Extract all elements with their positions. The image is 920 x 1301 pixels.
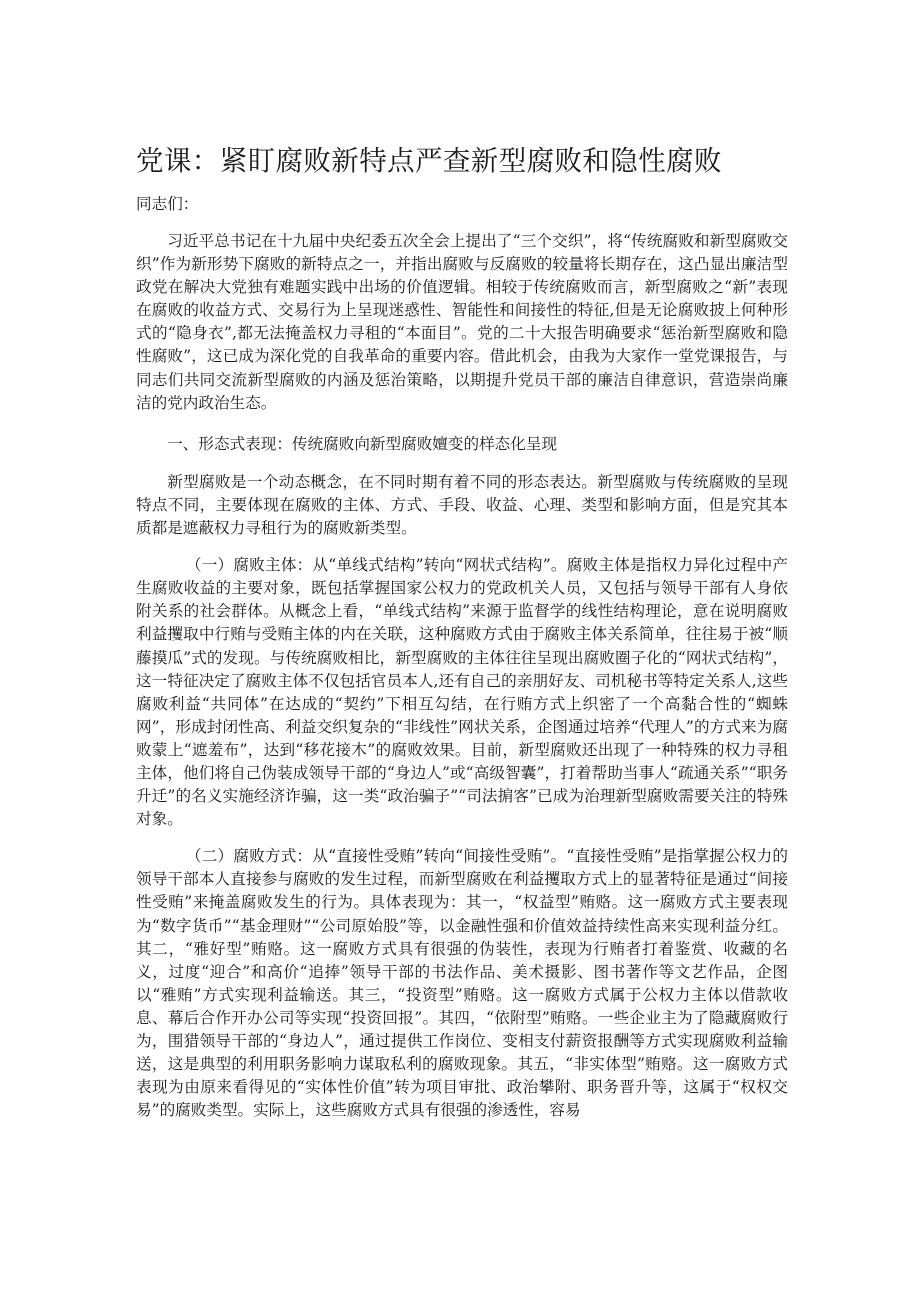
subsection-1-paragraph: （一）腐败主体：从“单线式结构”转向“网状式结构”。腐败主体是指权力异化过程中产生腐败收益的主要对象，既包括掌握国家公权力的党政机关人员，又包括与领导干部有人身依附关系的社会群体。从概念上看，“单线式结构”来源于监督学的线性结构理论，意在说明腐败利益攫取中行贿与受贿主体的内在关联，这种腐败方式由于腐败主体关系简单，往往易于被“顺藤摸瓜”式的发现。与传统腐败相比，新型腐败的主体往往呈现出腐败圈子化的“网状式结构”，这一特征决定了腐败主体不仅包括官员本人,还有自己的亲朋好友、司机秘书等特定关系人,这些腐败利益“共同体”在达成的“契约”下相互勾结，在行贿方式上织密了一个高黏合性的“蜘蛛网”，形成封闭性高、利益交织复杂的“非线性”网状关系，企图通过培养“代理人”的方式来为腐败蒙上“遮羞布”，达到“移花接木”的腐败效果。目前，新型腐败还出现了一种特殊的权力寻租主体，他们将自己伪装成领导干部的“身边人”或“高级智囊”，打着帮助当事人“疏通关系”“职务升迁”的名义实施经济诈骗，这一类“政治骗子”“司法掮客”已成为治理新型腐败需要关注的特殊对象。 [136,556,788,829]
document-page [136,140,788,1122]
subsection-2-paragraph: （二）腐败方式：从“直接性受贿”转向“间接性受贿”。“直接性受贿”是指掌握公权力的领导干部本人直接参与腐败的发生过程，而新型腐败在利益攫取方式上的显著特征是通过“间接性受贿”来掩盖腐败发生的行为。具体表现为：其一，“权益型”贿赂。这一腐败方式主要表现为“数字货币”“基金理财”“公司原始股”等，以金融性强和价值效益持续性高来实现利益分红。其二，“雅好型”贿赂。这一腐败方式具有很强的伪装性，表现为行贿者打着鉴赏、收藏的名义，过度“迎合”和高价“追捧”领导干部的书法作品、美术摄影、图书著作等文艺作品，企图以“雅贿”方式实现利益输送。其三，“投资型”贿赂。这一腐败方式属于公权力主体以借款收息、幕后合作开办公司等实现“投资回报”。其四，“依附型”贿赂。一些企业主为了隐藏腐败行为，围猎领导干部的“身边人”，通过提供工作岗位、变相支付薪资报酬等方式实现腐败利益输送，这是典型的利用职务影响力谋取私利的腐败现象。其五，“非实体型”贿赂。这一腐败方式表现为由原来看得见的“实体性价值”转为项目审批、政治攀附、职务晋升等，这属于“权权交易”的腐败类型。实际上，这些腐败方式具有很强的渗透性，容易 [136,847,788,1120]
intro-paragraph: 习近平总书记在十九届中央纪委五次全会上提出了“三个交织”，将“传统腐败和新型腐败交织”作为新形势下腐败的新特点之一，并指出腐败与反腐败的较量将长期存在，这凸显出廉洁型政党在解决大党独有难题实践中出场的价值逻辑。相较于传统腐败而言，新型腐败之“新”表现在腐败的收益方式、交易行为上呈现迷惑性、智能性和间接性的特征,但是无论腐败披上何种形式的“隐身衣”,都无法掩盖权力寻租的“本面目”。党的二十大报告明确要求“惩治新型腐败和隐性腐败”，这已成为深化党的自我革命的重要内容。借此机会，由我为大家作一堂党课报告，与同志们共同交流新型腐败的内涵及惩治策略，以期提升党员干部的廉洁自律意识，营造崇尚廉洁的党内政治生态。 [136,232,788,412]
section-body-paragraph: 新型腐败是一个动态概念，在不同时期有着不同的形态表达。新型腐败与传统腐败的呈现特点不同，主要体现在腐败的主体、方式、手段、收益、心理、类型和影响方面，但是究其本质都是遮蔽权力寻租行为的腐败新类型。 [136,472,788,538]
document-title: 党课：紧盯腐败新特点严查新型腐败和隐性腐败 [136,145,722,177]
section-heading: 一、形态式表现：传统腐败向新型腐败嬗变的样态化呈现 [167,434,558,453]
salutation: 同志们： [136,195,199,213]
